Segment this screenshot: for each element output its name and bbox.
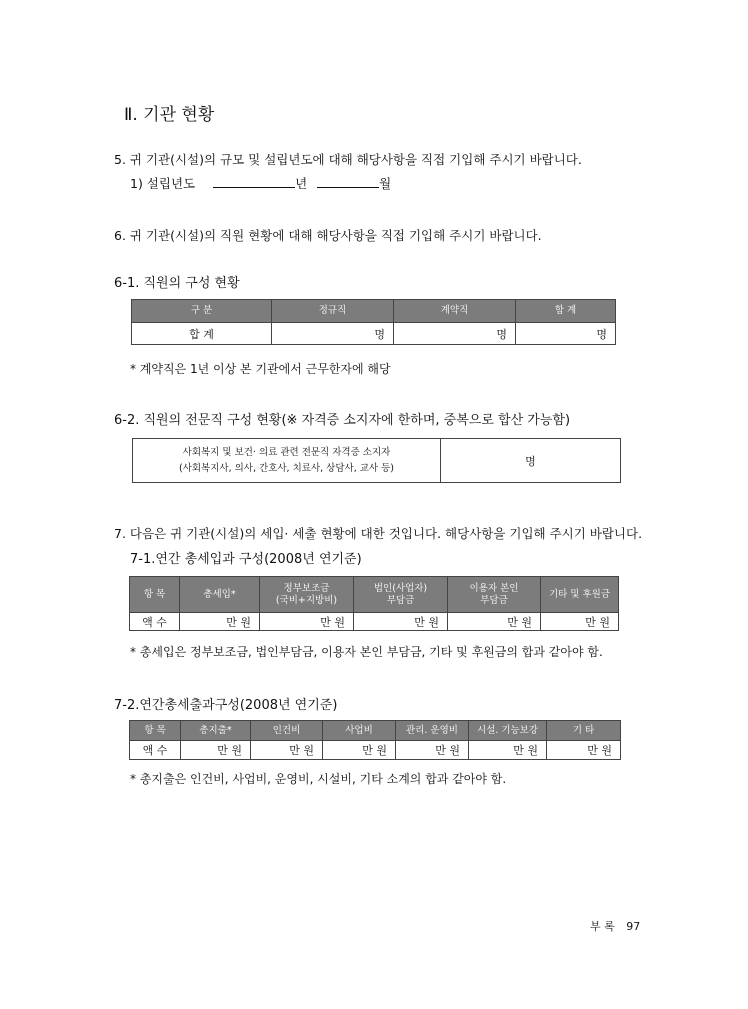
rev-gov-cell[interactable]: 만 원 <box>260 613 354 631</box>
section-title: Ⅱ. 기관 현황 <box>124 105 215 125</box>
subsection-6-2-title: 6-2. 직원의 전문직 구성 현황(※ 자격증 소지자에 한하며, 중복으로 합산 가능함) <box>114 413 571 428</box>
founding-year-row <box>130 174 391 192</box>
professional-label-line2: (사회복지사, 의사, 간호사, 치료사, 상담사, 교사 등) <box>179 462 394 474</box>
rev-header-corp: 법인(사업자) 부담금 <box>354 577 448 613</box>
staff-composition-table <box>131 299 616 345</box>
contract-count-cell[interactable]: 명 <box>394 323 516 345</box>
month-blank[interactable] <box>317 175 379 188</box>
professional-count-cell[interactable]: 명 <box>441 439 621 483</box>
month-suffix: 월 <box>379 176 392 191</box>
exp-header-project: 사업비 <box>323 721 396 741</box>
page-number: 97 <box>626 920 641 933</box>
exp-personnel-cell[interactable]: 만 원 <box>251 741 323 760</box>
professional-staff-table <box>132 438 621 483</box>
rev-header-gov: 정부보조금 (국비+지방비) <box>260 577 354 613</box>
annual-expenditure-table <box>129 720 621 760</box>
rev-header-item: 항 목 <box>130 577 180 613</box>
footer-label: 부 록 <box>590 920 615 933</box>
exp-header-total: 총지출* <box>181 721 251 741</box>
professional-label-line1: 사회복지 및 보건· 의료 관련 전문직 자격증 소지자 <box>182 446 391 458</box>
rev-header-user: 이용자 본인 부담금 <box>448 577 541 613</box>
exp-admin-cell[interactable]: 만 원 <box>396 741 469 760</box>
page-footer <box>590 918 640 934</box>
question-6: 6. 귀 기관(시설)의 직원 현황에 대해 해당사항을 직접 기입해 주시기 바랍니다. <box>114 228 542 243</box>
total-count-cell[interactable]: 명 <box>516 323 616 345</box>
subsection-7-1-title: 7-1.연간 총세입과 구성(2008년 연기준) <box>130 552 362 567</box>
regular-count-cell[interactable]: 명 <box>272 323 394 345</box>
subsection-7-2-title: 7-2.연간총세출과구성(2008년 연기준) <box>114 698 338 713</box>
exp-facility-cell[interactable]: 만 원 <box>469 741 547 760</box>
header-total: 합 계 <box>516 300 616 323</box>
exp-other-cell[interactable]: 만 원 <box>547 741 621 760</box>
professional-label-cell <box>133 439 441 483</box>
note-contract-staff: * 계약직은 1년 이상 본 기관에서 근무한자에 해당 <box>130 362 391 376</box>
exp-total-cell[interactable]: 만 원 <box>181 741 251 760</box>
year-suffix: 년 <box>295 176 308 191</box>
header-regular: 정규직 <box>272 300 394 323</box>
row-label-total: 합 계 <box>132 323 272 345</box>
rev-header-other: 기타 및 후원금 <box>541 577 619 613</box>
note-expenditure: * 총지출은 인건비, 사업비, 운영비, 시설비, 기타 소계의 합과 같아야 함. <box>130 772 507 786</box>
exp-row-label: 액 수 <box>130 741 181 760</box>
question-5: 5. 귀 기관(시설)의 규모 및 설립년도에 대해 해당사항을 직접 기입해 주시기 바랍니다. <box>114 152 582 167</box>
exp-header-personnel: 인건비 <box>251 721 323 741</box>
exp-header-other: 기 타 <box>547 721 621 741</box>
header-contract: 계약직 <box>394 300 516 323</box>
rev-header-total: 총세입* <box>180 577 260 613</box>
rev-row-label: 액 수 <box>130 613 180 631</box>
rev-corp-cell[interactable]: 만 원 <box>354 613 448 631</box>
question-7: 7. 다음은 귀 기관(시설)의 세입· 세출 현황에 대한 것입니다. 해당사항을 기입해 주시기 바랍니다. <box>114 526 643 541</box>
subsection-6-1-title: 6-1. 직원의 구성 현황 <box>114 276 240 291</box>
exp-header-facility: 시설. 기능보강 <box>469 721 547 741</box>
annual-revenue-table <box>129 576 619 631</box>
rev-user-cell[interactable]: 만 원 <box>448 613 541 631</box>
rev-total-cell[interactable]: 만 원 <box>180 613 260 631</box>
exp-header-admin: 관리. 운영비 <box>396 721 469 741</box>
header-category: 구 분 <box>132 300 272 323</box>
rev-other-cell[interactable]: 만 원 <box>541 613 619 631</box>
founding-year-label: 1) 설립년도 <box>130 176 196 191</box>
note-revenue: * 총세입은 정부보조금, 법인부담금, 이용자 본인 부담금, 기타 및 후원금의 합과 같아야 함. <box>130 645 603 659</box>
exp-project-cell[interactable]: 만 원 <box>323 741 396 760</box>
exp-header-item: 항 목 <box>130 721 181 741</box>
year-blank[interactable] <box>213 175 295 188</box>
